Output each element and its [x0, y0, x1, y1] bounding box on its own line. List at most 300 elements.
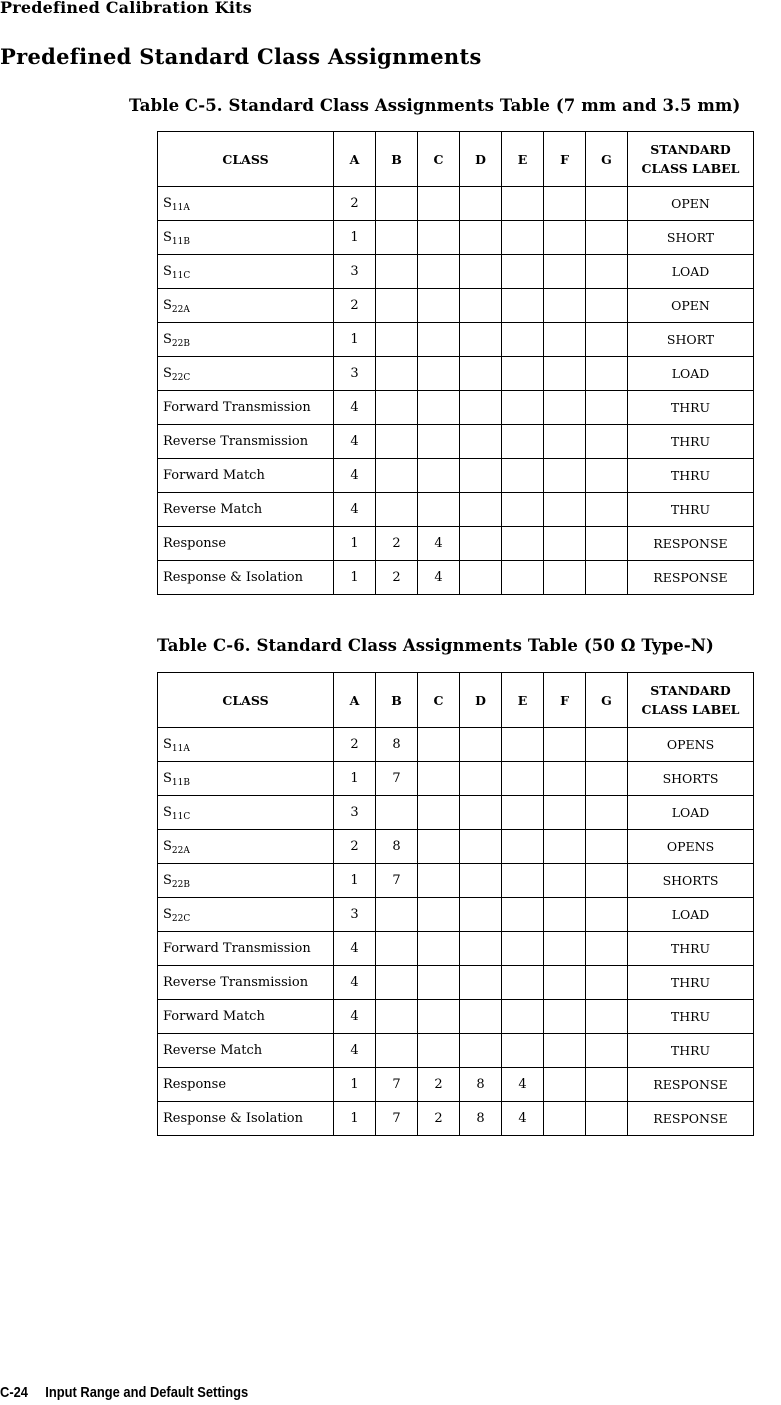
standard-number-f [544, 762, 586, 796]
standard-class-label: LOAD [628, 898, 754, 932]
standard-number-c [418, 898, 460, 932]
footer-section-title: Input Range and Default Settings [45, 1384, 249, 1401]
class-name: Forward Transmission [163, 941, 311, 956]
standard-number-a: 3 [334, 898, 376, 932]
standard-number-b [376, 187, 418, 221]
standard-number-d [460, 493, 502, 527]
standard-class-label: THRU [628, 966, 754, 1000]
standard-number-d [460, 357, 502, 391]
table-c5-caption: Table C-5. Standard Class Assignments Table (7 mm and 3.5 mm) [129, 96, 741, 115]
standard-number-b [376, 425, 418, 459]
standard-number-a: 2 [334, 289, 376, 323]
standard-number-f [544, 864, 586, 898]
standard-number-f [544, 830, 586, 864]
class-subscript: 11B [171, 237, 190, 247]
class-name: S [163, 873, 172, 888]
standard-number-g [586, 966, 628, 1000]
standard-number-b: 2 [376, 527, 418, 561]
standard-number-c [418, 864, 460, 898]
class-cell [158, 728, 334, 762]
standard-class-label: THRU [628, 425, 754, 459]
class-name: S [163, 805, 172, 820]
class-name: S [163, 771, 172, 786]
standard-class-label: RESPONSE [628, 1068, 754, 1102]
table-row [158, 864, 754, 898]
header-b: B [376, 673, 418, 728]
standard-number-d [460, 898, 502, 932]
table-c6 [157, 672, 754, 1136]
class-cell [158, 255, 334, 289]
table-row [158, 187, 754, 221]
standard-class-label: RESPONSE [628, 1102, 754, 1136]
standard-number-b [376, 221, 418, 255]
standard-number-c: 2 [418, 1068, 460, 1102]
standard-number-c [418, 493, 460, 527]
class-cell [158, 493, 334, 527]
table-row [158, 796, 754, 830]
class-cell [158, 796, 334, 830]
standard-number-g [586, 391, 628, 425]
standard-class-label: THRU [628, 391, 754, 425]
standard-number-d [460, 864, 502, 898]
standard-number-a: 4 [334, 493, 376, 527]
standard-number-e [502, 932, 544, 966]
class-cell [158, 527, 334, 561]
standard-number-f [544, 255, 586, 289]
standard-number-b: 7 [376, 762, 418, 796]
table-row [158, 1034, 754, 1068]
table-row [158, 527, 754, 561]
standard-number-d [460, 391, 502, 425]
standard-number-g [586, 1034, 628, 1068]
standard-number-g [586, 425, 628, 459]
standard-number-d [460, 762, 502, 796]
standard-number-e: 4 [502, 1068, 544, 1102]
standard-number-c [418, 255, 460, 289]
standard-class-label: THRU [628, 459, 754, 493]
class-cell [158, 932, 334, 966]
standard-number-a: 3 [334, 796, 376, 830]
header-d: D [460, 132, 502, 187]
class-name: Forward Match [163, 1009, 265, 1024]
standard-number-e [502, 796, 544, 830]
standard-number-g [586, 796, 628, 830]
header-standard-class-label [628, 673, 754, 728]
standard-number-g [586, 187, 628, 221]
standard-class-label: SHORT [628, 221, 754, 255]
header-standard-class-label [628, 132, 754, 187]
standard-number-b [376, 357, 418, 391]
class-name: S [163, 332, 172, 347]
header-e: E [502, 132, 544, 187]
class-name: Response [163, 1077, 227, 1092]
standard-number-e [502, 527, 544, 561]
standard-number-d [460, 255, 502, 289]
class-cell [158, 966, 334, 1000]
class-name: S [163, 264, 172, 279]
class-cell [158, 1000, 334, 1034]
class-subscript: 22B [171, 339, 190, 349]
standard-number-d [460, 459, 502, 493]
page-number: C-24 [0, 1384, 28, 1401]
standard-number-g [586, 1000, 628, 1034]
table-row [158, 762, 754, 796]
standard-number-e [502, 391, 544, 425]
header-label-line1: STANDARD [650, 142, 731, 157]
standard-number-e [502, 357, 544, 391]
standard-number-c: 4 [418, 561, 460, 595]
standard-number-d [460, 966, 502, 1000]
standard-class-label: LOAD [628, 357, 754, 391]
section-title: Predefined Standard Class Assignments [0, 44, 482, 69]
class-subscript: 11A [171, 744, 190, 754]
table-row [158, 561, 754, 595]
standard-number-d [460, 728, 502, 762]
standard-number-c [418, 459, 460, 493]
table-row [158, 1102, 754, 1136]
standard-number-a: 2 [334, 187, 376, 221]
standard-number-e: 4 [502, 1102, 544, 1136]
standard-number-b [376, 796, 418, 830]
table-row [158, 391, 754, 425]
standard-class-label: THRU [628, 1034, 754, 1068]
standard-number-g [586, 1068, 628, 1102]
standard-number-e [502, 1000, 544, 1034]
standard-number-g [586, 493, 628, 527]
standard-number-b: 8 [376, 830, 418, 864]
header-g: G [586, 132, 628, 187]
class-cell [158, 391, 334, 425]
standard-number-e [502, 289, 544, 323]
header-class: CLASS [158, 132, 334, 187]
standard-class-label: OPENS [628, 728, 754, 762]
class-name: Reverse Match [163, 1043, 263, 1058]
class-subscript: 22B [171, 880, 190, 890]
standard-number-f [544, 221, 586, 255]
standard-number-b [376, 1034, 418, 1068]
class-subscript: 11C [171, 271, 191, 281]
table-c5 [157, 131, 754, 595]
class-name: Reverse Transmission [163, 975, 309, 990]
class-cell [158, 289, 334, 323]
standard-number-a: 1 [334, 527, 376, 561]
standard-number-f [544, 323, 586, 357]
standard-number-c [418, 966, 460, 1000]
standard-number-f [544, 561, 586, 595]
standard-number-f [544, 1068, 586, 1102]
table-row [158, 966, 754, 1000]
standard-number-f [544, 796, 586, 830]
standard-class-label: LOAD [628, 255, 754, 289]
standard-number-g [586, 221, 628, 255]
standard-class-label: LOAD [628, 796, 754, 830]
class-name: S [163, 839, 172, 854]
standard-number-d [460, 830, 502, 864]
standard-number-d [460, 527, 502, 561]
class-cell [158, 864, 334, 898]
standard-number-c: 2 [418, 1102, 460, 1136]
standard-number-b [376, 1000, 418, 1034]
header-a: A [334, 673, 376, 728]
class-name: S [163, 907, 172, 922]
standard-number-e [502, 762, 544, 796]
standard-class-label: OPEN [628, 289, 754, 323]
standard-class-label: RESPONSE [628, 561, 754, 595]
standard-number-f [544, 357, 586, 391]
class-cell [158, 323, 334, 357]
standard-number-d: 8 [460, 1068, 502, 1102]
standard-number-g [586, 459, 628, 493]
table-c6-caption: Table C-6. Standard Class Assignments Table (50 Ω Type-N) [157, 636, 714, 655]
header-g: G [586, 673, 628, 728]
standard-number-a: 1 [334, 1068, 376, 1102]
class-cell [158, 898, 334, 932]
class-cell [158, 830, 334, 864]
standard-number-e [502, 255, 544, 289]
standard-number-c [418, 289, 460, 323]
class-name: Reverse Match [163, 502, 263, 517]
standard-number-f [544, 1000, 586, 1034]
table-header-row [158, 673, 754, 728]
standard-number-g [586, 561, 628, 595]
standard-number-c [418, 762, 460, 796]
standard-number-f [544, 493, 586, 527]
class-name: S [163, 196, 172, 211]
class-cell [158, 762, 334, 796]
standard-number-c [418, 796, 460, 830]
standard-number-a: 3 [334, 357, 376, 391]
table-row [158, 255, 754, 289]
class-name: S [163, 230, 172, 245]
standard-number-b [376, 493, 418, 527]
class-name: Reverse Transmission [163, 434, 309, 449]
standard-number-d [460, 796, 502, 830]
class-cell [158, 459, 334, 493]
standard-number-g [586, 323, 628, 357]
standard-number-a: 1 [334, 323, 376, 357]
standard-number-f [544, 932, 586, 966]
standard-number-e [502, 1034, 544, 1068]
header-a: A [334, 132, 376, 187]
standard-number-c [418, 1034, 460, 1068]
class-name: Response & Isolation [163, 570, 303, 585]
standard-number-e [502, 459, 544, 493]
header-label-line2: CLASS LABEL [641, 702, 740, 717]
standard-number-a: 4 [334, 1000, 376, 1034]
class-name: Response [163, 536, 227, 551]
standard-number-c [418, 221, 460, 255]
table-row [158, 221, 754, 255]
standard-number-b: 2 [376, 561, 418, 595]
table-row [158, 357, 754, 391]
table-row [158, 425, 754, 459]
table-row [158, 323, 754, 357]
standard-number-e [502, 187, 544, 221]
class-name: S [163, 366, 172, 381]
class-subscript: 22C [171, 373, 191, 383]
header-c: C [418, 132, 460, 187]
class-subscript: 22A [171, 305, 190, 315]
standard-number-e [502, 864, 544, 898]
table-row [158, 493, 754, 527]
standard-class-label: OPEN [628, 187, 754, 221]
class-cell [158, 1034, 334, 1068]
class-subscript: 22A [171, 846, 190, 856]
class-cell [158, 221, 334, 255]
header-label-line2: CLASS LABEL [641, 161, 740, 176]
standard-number-a: 1 [334, 1102, 376, 1136]
standard-number-f [544, 459, 586, 493]
header-b: B [376, 132, 418, 187]
standard-number-f [544, 1034, 586, 1068]
standard-class-label: THRU [628, 1000, 754, 1034]
standard-number-d [460, 932, 502, 966]
standard-number-a: 4 [334, 966, 376, 1000]
standard-number-c [418, 728, 460, 762]
standard-number-g [586, 527, 628, 561]
standard-number-e [502, 898, 544, 932]
standard-number-a: 3 [334, 255, 376, 289]
running-head: Predefined Calibration Kits [0, 0, 252, 17]
standard-number-a: 1 [334, 762, 376, 796]
table-row [158, 932, 754, 966]
standard-number-d [460, 289, 502, 323]
class-subscript: 11A [171, 203, 190, 213]
standard-number-a: 4 [334, 459, 376, 493]
standard-class-label: SHORTS [628, 864, 754, 898]
standard-number-d [460, 1034, 502, 1068]
class-name: Forward Match [163, 468, 265, 483]
standard-class-label: THRU [628, 493, 754, 527]
standard-number-b [376, 255, 418, 289]
standard-class-label: THRU [628, 932, 754, 966]
class-cell [158, 1102, 334, 1136]
standard-number-c [418, 323, 460, 357]
standard-number-b [376, 898, 418, 932]
standard-number-b [376, 323, 418, 357]
standard-number-g [586, 830, 628, 864]
standard-number-a: 2 [334, 728, 376, 762]
standard-number-d [460, 425, 502, 459]
class-name: S [163, 298, 172, 313]
standard-number-e [502, 493, 544, 527]
standard-number-a: 4 [334, 391, 376, 425]
class-subscript: 11B [171, 778, 190, 788]
standard-number-c [418, 357, 460, 391]
standard-number-f [544, 187, 586, 221]
standard-number-c: 4 [418, 527, 460, 561]
table-row [158, 898, 754, 932]
class-subscript: 22C [171, 914, 191, 924]
class-cell [158, 425, 334, 459]
standard-class-label: SHORT [628, 323, 754, 357]
standard-number-d [460, 1000, 502, 1034]
standard-number-b: 8 [376, 728, 418, 762]
standard-number-d [460, 221, 502, 255]
standard-number-b [376, 289, 418, 323]
standard-number-g [586, 932, 628, 966]
standard-number-b: 7 [376, 1068, 418, 1102]
header-d: D [460, 673, 502, 728]
table-row [158, 830, 754, 864]
class-cell [158, 1068, 334, 1102]
class-cell [158, 187, 334, 221]
header-e: E [502, 673, 544, 728]
standard-number-a: 4 [334, 1034, 376, 1068]
standard-number-d: 8 [460, 1102, 502, 1136]
class-cell [158, 357, 334, 391]
standard-number-a: 1 [334, 221, 376, 255]
standard-class-label: OPENS [628, 830, 754, 864]
standard-number-e [502, 830, 544, 864]
table-row [158, 728, 754, 762]
standard-number-e [502, 221, 544, 255]
standard-number-g [586, 1102, 628, 1136]
standard-number-a: 1 [334, 864, 376, 898]
standard-number-f [544, 1102, 586, 1136]
header-label-line1: STANDARD [650, 683, 731, 698]
standard-number-c [418, 187, 460, 221]
table-row [158, 289, 754, 323]
standard-number-f [544, 527, 586, 561]
standard-number-c [418, 932, 460, 966]
standard-number-g [586, 728, 628, 762]
standard-number-g [586, 864, 628, 898]
standard-number-g [586, 357, 628, 391]
standard-number-f [544, 898, 586, 932]
page-footer [0, 1384, 248, 1401]
standard-number-b [376, 459, 418, 493]
standard-number-d [460, 187, 502, 221]
standard-number-b: 7 [376, 864, 418, 898]
table-header-row [158, 132, 754, 187]
standard-number-a: 1 [334, 561, 376, 595]
standard-number-f [544, 966, 586, 1000]
standard-number-a: 4 [334, 932, 376, 966]
standard-number-g [586, 898, 628, 932]
standard-number-e [502, 323, 544, 357]
standard-number-f [544, 391, 586, 425]
standard-number-c [418, 391, 460, 425]
standard-number-f [544, 425, 586, 459]
standard-number-d [460, 561, 502, 595]
standard-number-c [418, 425, 460, 459]
standard-number-b [376, 932, 418, 966]
class-name: S [163, 737, 172, 752]
standard-class-label: RESPONSE [628, 527, 754, 561]
standard-number-f [544, 728, 586, 762]
header-class: CLASS [158, 673, 334, 728]
standard-number-g [586, 255, 628, 289]
header-c: C [418, 673, 460, 728]
standard-number-g [586, 289, 628, 323]
class-subscript: 11C [171, 812, 191, 822]
class-cell [158, 561, 334, 595]
standard-number-e [502, 425, 544, 459]
header-f: F [544, 673, 586, 728]
standard-number-e [502, 728, 544, 762]
standard-number-d [460, 323, 502, 357]
standard-number-b [376, 391, 418, 425]
standard-number-a: 4 [334, 425, 376, 459]
standard-number-e [502, 966, 544, 1000]
table-row [158, 459, 754, 493]
standard-class-label: SHORTS [628, 762, 754, 796]
standard-number-g [586, 762, 628, 796]
table-row [158, 1068, 754, 1102]
standard-number-c [418, 1000, 460, 1034]
standard-number-e [502, 561, 544, 595]
